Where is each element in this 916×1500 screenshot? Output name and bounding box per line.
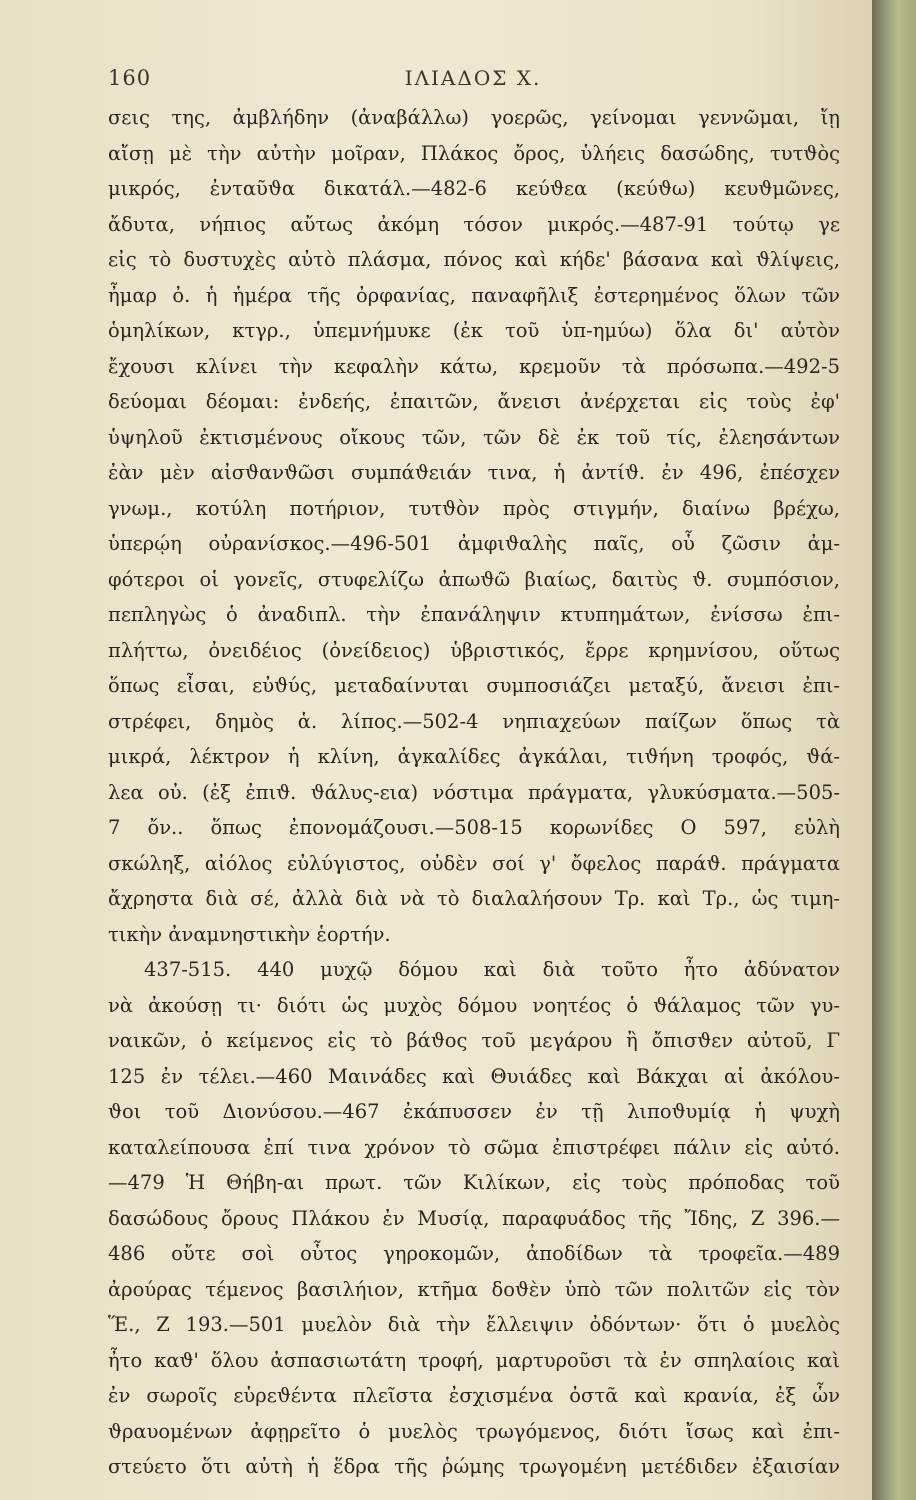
text-line: σεις της, ἀμβλήδην (ἀναβάλλω) γοερῶς, γείνομαι γεννῶμαι, ἴῃ — [108, 106, 840, 129]
text-line: 125 ἐν τέλει.—460 Μαινάδες καὶ Θυιάδες καὶ Βάκχαι αἱ ἀκόλου- — [108, 1064, 840, 1088]
text-line: ἦμαρ ὀ. ἡ ἡμέρα τῆς ὀρφανίας, παναφῆλιξ ἐστερημένος ὅλων τῶν — [108, 283, 840, 307]
text-line: ἦτο καϑ' ὅλου ἀσπασιωτάτη τροφή, μαρτυροῦσι τὰ ἐν σπηλαίοις καὶ — [108, 1348, 840, 1372]
book-binding-edge — [872, 0, 916, 1500]
text-line: καταλείπουσα ἐπί τινα χρόνον τὸ σῶμα ἐπιστρέφει πάλιν εἰς αὐτό. — [108, 1135, 840, 1159]
text-line: ὑπερῴη οὐρανίσκος.—496-501 ἀμφιϑαλὴς παῖς, οὗ ζῶσιν ἀμ- — [108, 532, 840, 555]
text-line: μικρά, λέκτρον ἡ κλίνη, ἀγκαλίδες ἀγκάλαι, τιϑήνη τροφός, ϑά- — [108, 745, 840, 768]
running-head — [108, 66, 838, 96]
commentary-text — [108, 100, 840, 1485]
text-line: φότεροι οἱ γονεῖς, στυφελίζω ἀπωϑῶ βιαίως, δαιτὺς ϑ. συμπόσιον, — [108, 567, 840, 591]
section-heading-line: 437-515. 440 μυχῷ δόμου καὶ διὰ τοῦτο ἦτο ἀδύνατον — [144, 958, 840, 981]
text-line: τικὴν ἀναμνηστικὴν ἑορτήν. — [108, 922, 391, 946]
text-line: εἰς τὸ δυστυχὲς αὐτὸ πλάσμα, πόνος καὶ κήδε' βάσανα καὶ ϑλίψεις, — [108, 248, 840, 271]
text-line: Ἕ., Ζ 193.—501 μυελὸν διὰ τὴν ἔλλειψιν ὀδόντων· ὅτι ὁ μυελὸς — [108, 1313, 840, 1336]
text-line: ὅπως εἶσαι, εὐϑύς, μεταδαίνυται συμποσιάζει μεταξύ, ἄνεισι ἐπι- — [108, 674, 840, 697]
text-line: ἐὰν μὲν αἰσϑανϑῶσι συμπάϑειάν τινα, ἡ ἀντίϑ. ἐν 496, ἐπέσχεν — [108, 461, 840, 484]
text-line: δασώδους ὄρους Πλάκου ἐν Μυσίᾳ, παραφυάδος τῆς Ἴδης, Ζ 396.— — [108, 1206, 840, 1230]
text-line: γνωμ., κοτύλη ποτήριον, τυτϑὸν πρὸς στιγμήν, διαίνω βρέχω, — [108, 496, 840, 520]
text-line: ἄχρηστα διὰ σέ, ἀλλὰ διὰ νὰ τὸ διαλαλήσουν Τρ. καὶ Τρ., ὡς τιμη- — [108, 887, 840, 910]
text-line: ὁμηλίκων, κτγρ., ὑπεμνήμυκε (ἐκ τοῦ ὑπ-ημύω) ὅλα δι' αὐτὸν — [108, 319, 840, 342]
text-line: ἔχουσι κλίνει τὴν κεφαλὴν κάτω, κρεμοῦν τὰ πρόσωπα.—492-5 — [108, 354, 840, 378]
page-number: 160 — [108, 66, 152, 90]
text-line: αἴσῃ μὲ τὴν αὐτὴν μοῖραν, Πλάκος ὄρος, ὑλήεις δασώδης, τυτϑὸς — [108, 141, 840, 165]
text-line: ϑοι τοῦ Διονύσου.—467 ἐκάπυσσεν ἐν τῇ λιποϑυμίᾳ ἡ ψυχὴ — [108, 1100, 840, 1123]
text-line: ναικῶν, ὁ κείμενος εἰς τὸ βάϑος τοῦ μεγάρου ἢ ὄπισϑεν αὐτοῦ, Γ — [108, 1029, 840, 1052]
text-line: ὑψηλοῦ ἐκτισμένους οἴκους τῶν, τῶν δὲ ἐκ τοῦ τίς, ἐλεησάντων — [108, 425, 840, 449]
text-line: σκώληξ, αἰόλος εὐλύγιστος, οὐδὲν σοί γ' ὄφελος παράϑ. πράγματα — [108, 851, 840, 875]
text-line: μικρός, ἐνταῦϑα δικατάλ.—482-6 κεύϑεα (κεύϑω) κευϑμῶνες, — [108, 177, 840, 200]
text-line: στρέφει, δημὸς ἁ. λίπος.—502-4 νηπιαχεύων παίζων ὅπως τὰ — [108, 709, 840, 733]
text-line: στεύετο ὅτι αὐτὴ ἡ ἕδρα τῆς ῥώμης τρωγομένη μετέδιδεν ἐξαισίαν — [108, 1455, 840, 1478]
running-title: ΙΛΙΑΔΟΣ Χ. — [404, 66, 542, 90]
text-line: —479 Ἡ Θήβη-αι πρωτ. τῶν Κιλίκων, εἰς τοὺς πρόποδας τοῦ — [108, 1171, 840, 1194]
text-line: ἐν σωροῖς εὑρεϑέντα πλεῖστα ἐσχισμένα ὀστᾶ καὶ κρανία, ἐξ ὧν — [108, 1384, 840, 1407]
text-line: νὰ ἀκούσῃ τι· διότι ὡς μυχὸς δόμου νοητέος ὁ ϑάλαμος τῶν γυ- — [108, 993, 840, 1017]
text-line: ϑραυομένων ἀφῃρεῖτο ὁ μυελὸς τρωγόμενος, διότι ἴσως καὶ ἐπι- — [108, 1419, 840, 1443]
text-line: 7 ὄν.. ὅπως ἐπονομάζουσι.—508-15 κορωνίδες Ο 597, εὐλὴ — [108, 816, 840, 839]
text-line: 486 οὔτε σοὶ οὗτος γηροκομῶν, ἀποδίδων τὰ τροφεῖα.—489 — [108, 1242, 840, 1265]
text-line: πλήττω, ὀνειδέιος (ὀνείδειος) ὑβριστικός, ἔρρε κρημνίσου, οὕτως — [108, 638, 840, 662]
text-line: ἀρούρας τέμενος βασιλήιον, κτῆμα δοϑὲν ὑπὸ τῶν πολιτῶν εἰς τὸν — [108, 1277, 840, 1301]
text-line: δεύομαι δέομαι: ἐνδεής, ἐπαιτῶν, ἄνεισι ἀνέρχεται εἰς τοὺς ἐφ' — [108, 390, 840, 413]
text-line: πεπληγὼς ὁ ἀναδιπλ. τὴν ἐπανάληψιν κτυπημάτων, ἐνίσσω ἐπι- — [108, 603, 840, 626]
text-line: λεα οὐ. (ἐξ ἐπιϑ. ϑάλυς-εια) νόστιμα πράγματα, γλυκύσματα.—505- — [108, 780, 840, 804]
text-line: ἄδυτα, νήπιος αὔτως ἀκόμη τόσον μικρός.—487-91 τούτῳ γε — [108, 212, 840, 236]
